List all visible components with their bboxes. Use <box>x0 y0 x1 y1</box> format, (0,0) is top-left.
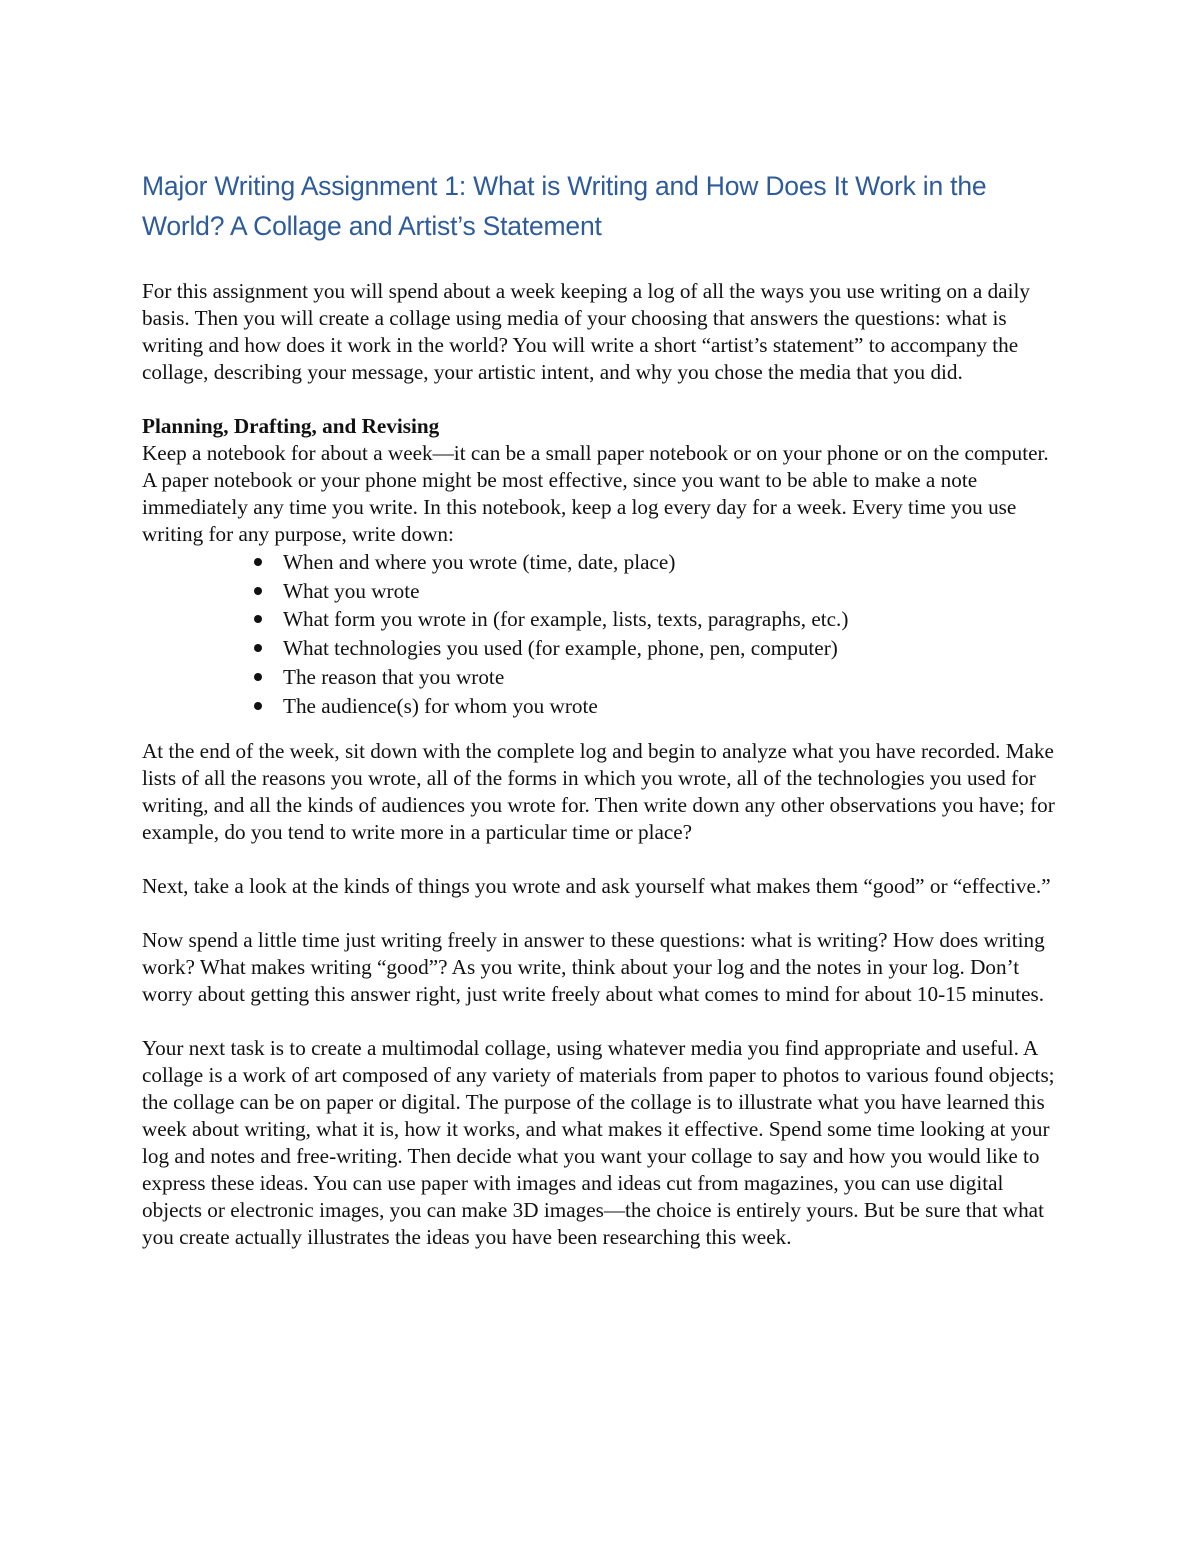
list-item-text: What you wrote <box>283 578 420 603</box>
list-item-text: The audience(s) for whom you wrote <box>283 693 598 718</box>
section-heading: Planning, Drafting, and Revising <box>142 414 440 438</box>
bullet-icon <box>254 615 262 623</box>
document-content <box>142 166 1064 1278</box>
bullet-icon <box>254 673 262 681</box>
freewriting-paragraph: Now spend a little time just writing freely in answer to these questions: what is writing? How does writing work? What makes writing “good”? As you write, think about your log and the notes in your log. Don’t worry about getting this answer right, just write freely about what comes to mind for about 10-15 minutes. <box>142 928 1045 1007</box>
bullet-icon <box>254 644 262 652</box>
list-item <box>142 605 1064 634</box>
collage-paragraph: Your next task is to create a multimodal collage, using whatever media you find appropriate and useful. A collage is a work of art composed of any variety of materials from paper to photos to various found objects; the collage can be on paper or digital. The purpose of the collage is to illustrate what you have learned this week about writing, what it is, how it works, and what makes it effective. Spend some time looking at your log and notes and free-writing. Then decide what you want your collage to say and how you would like to express these ideas. You can use paper with images and ideas cut from magazines, you can use digital objects or electronic images, you can make 3D images—the choice is entirely yours. But be sure that what you create actually illustrates the ideas you have been researching this week. <box>142 1036 1055 1250</box>
section-intro-paragraph: Keep a notebook for about a week—it can be a small paper notebook or on your phone or on the computer. A paper notebook or your phone might be most effective, since you want to be able to make a note immediately any time you write. In this notebook, keep a log every day for a week. Every time you use writing for any purpose, write down: <box>142 441 1049 546</box>
assignment-title: Major Writing Assignment 1: What is Writing and How Does It Work in the World? A Collage and Artist’s Statement <box>142 171 987 241</box>
analysis-paragraph: At the end of the week, sit down with the complete log and begin to analyze what you have recorded. Make lists of all the reasons you wrote, all of the forms in which you wrote, all of the technologies you used for writing, and all the kinds of audiences you wrote for. Then write down any other observations you have; for example, do you tend to write more in a particular time or place? <box>142 739 1055 845</box>
list-item <box>142 548 1064 577</box>
bullet-icon <box>254 558 262 566</box>
list-item <box>142 577 1064 606</box>
log-items-list <box>142 548 1064 720</box>
list-item-text: The reason that you wrote <box>283 664 505 689</box>
list-item <box>142 663 1064 692</box>
intro-paragraph: For this assignment you will spend about a week keeping a log of all the ways you use writing on a daily basis. Then you will create a collage using media of your choosing that answers the questions: what is writing and how does it work in the world? You will write a short “artist’s statement” to accompany the collage, describing your message, your artistic intent, and why you chose the media that you did. <box>142 279 1030 384</box>
bullet-icon <box>254 702 262 710</box>
list-item-text: What form you wrote in (for example, lists, texts, paragraphs, etc.) <box>283 607 849 632</box>
bullet-icon <box>254 587 262 595</box>
list-item-text: What technologies you used (for example, phone, pen, computer) <box>283 636 838 661</box>
effectiveness-paragraph: Next, take a look at the kinds of things you wrote and ask yourself what makes them “good” or “effective.” <box>142 874 1051 899</box>
list-item-text: When and where you wrote (time, date, place) <box>283 550 676 574</box>
list-item <box>142 692 1064 721</box>
list-item <box>142 634 1064 663</box>
